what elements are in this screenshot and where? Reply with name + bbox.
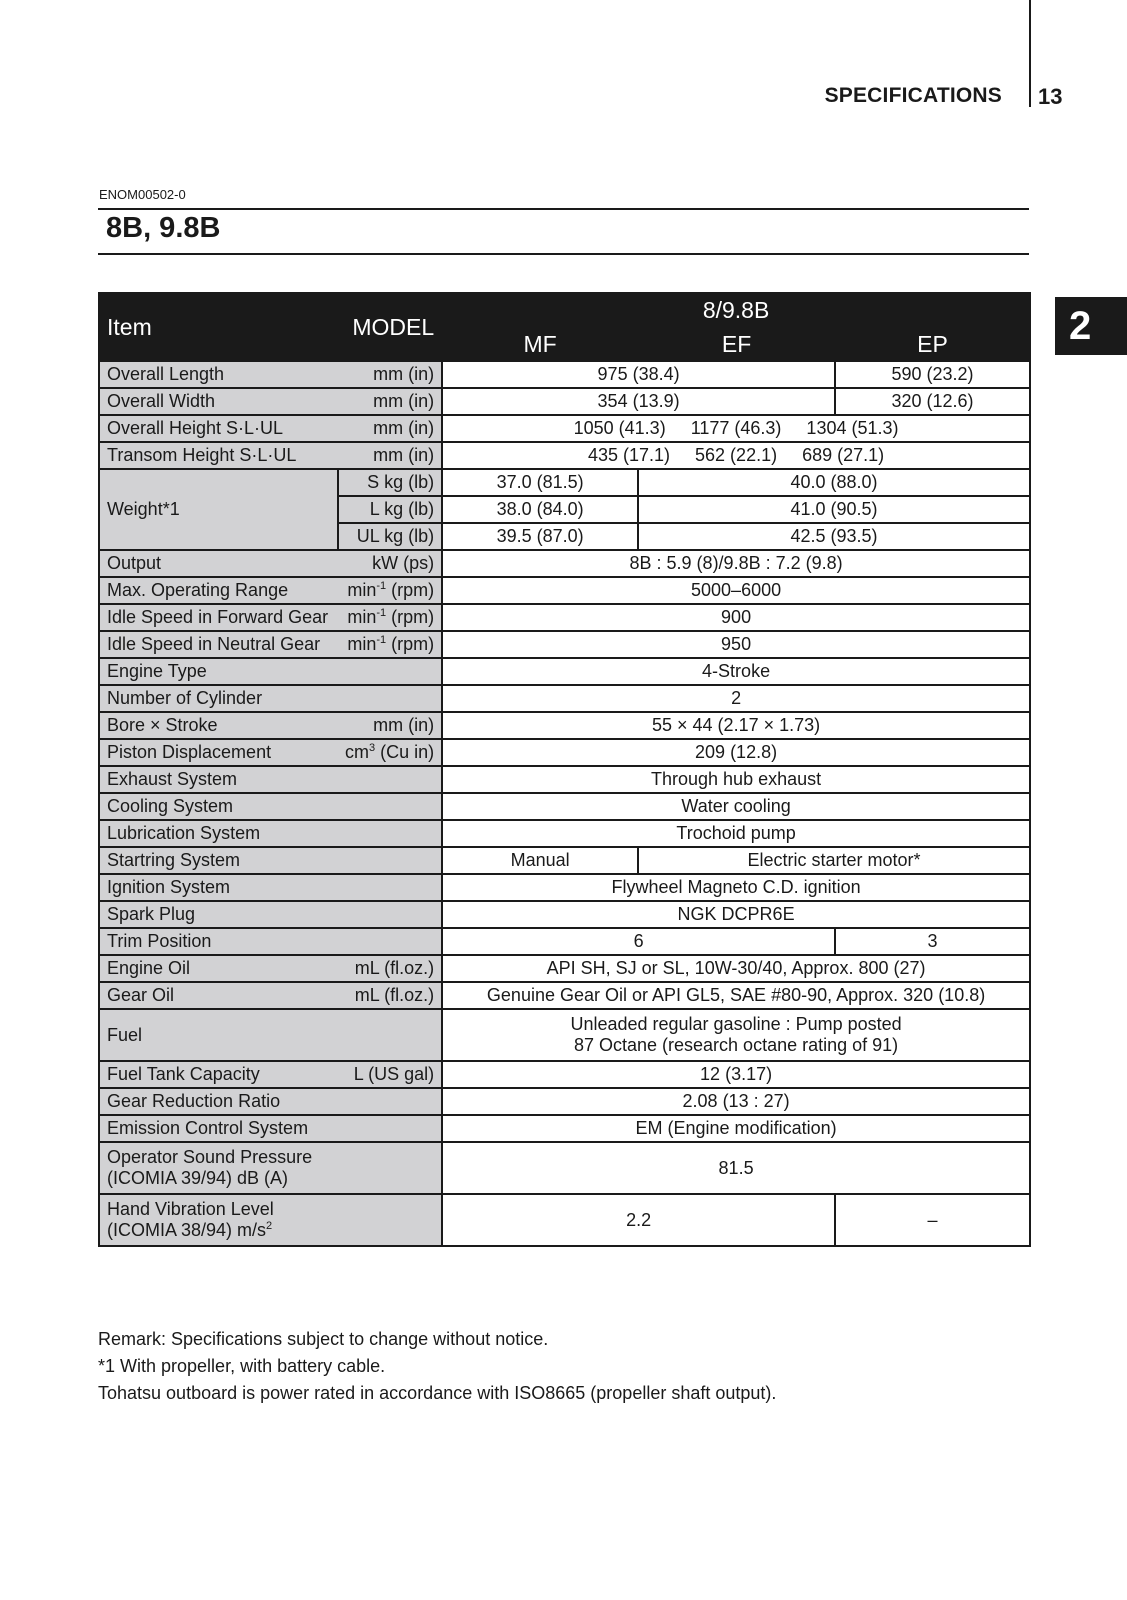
cell-value: 354 (13.9) xyxy=(442,388,835,415)
cell-value: 12 (3.17) xyxy=(442,1061,1030,1088)
header-model: MODEL xyxy=(352,313,435,340)
row-label: Number of Cylinder xyxy=(99,685,442,712)
power-rating-note: Tohatsu outboard is power rated in accordance with ISO8665 (propeller shaft output). xyxy=(98,1383,777,1403)
row-label: Fuel xyxy=(99,1009,442,1061)
cell-value xyxy=(442,1009,1030,1061)
page-number: 13 xyxy=(1038,84,1063,109)
header-col-ef: EF xyxy=(638,328,835,361)
cell-value: Genuine Gear Oil or API GL5, SAE #80-90, Approx. 320 (10.8) xyxy=(442,982,1030,1009)
cell-value: 39.5 (87.0) xyxy=(442,523,638,550)
table-row xyxy=(99,739,1030,766)
spec-table-container xyxy=(98,292,1031,1247)
cell-value: 81.5 xyxy=(442,1142,1030,1194)
row-label: Output kW (ps) xyxy=(99,550,442,577)
cell-value: 42.5 (93.5) xyxy=(638,523,1030,550)
footnotes xyxy=(98,1326,776,1407)
cell-value: EM (Engine modification) xyxy=(442,1115,1030,1142)
row-unit: L (US gal) xyxy=(353,1064,435,1084)
table-row xyxy=(99,1142,1030,1194)
table-row xyxy=(99,1061,1030,1088)
row-unit: $\min^{-1} (rpm)$ xyxy=(347,580,435,600)
table-row xyxy=(99,1115,1030,1142)
row-label: Transom Height S·L·UL mm (in) xyxy=(99,442,442,469)
header-col-ep: EP xyxy=(835,328,1030,361)
row-label: Idle Speed in Neutral Gear $\min^{-1} (rpm)$ xyxy=(99,631,442,658)
cell-value: 435 (17.1) 562 (22.1) 689 (27.1) xyxy=(442,442,1030,469)
header-item-model xyxy=(99,293,442,361)
row-unit: $\min^{-1} (rpm)$ xyxy=(347,634,435,654)
table-row xyxy=(99,793,1030,820)
document-code: ENOM00502-0 xyxy=(99,187,186,202)
row-label: Piston Displacement $cm^3$ (Cu in) xyxy=(99,739,442,766)
table-row xyxy=(99,874,1030,901)
row-label: Overall Width mm (in) xyxy=(99,388,442,415)
title-rule-top xyxy=(98,208,1029,210)
table-row xyxy=(99,901,1030,928)
table-row xyxy=(99,685,1030,712)
cell-value: 6 xyxy=(442,928,835,955)
table-row xyxy=(99,820,1030,847)
row-label: Engine Type xyxy=(99,658,442,685)
row-label: Weight*1 xyxy=(99,469,338,550)
table-row xyxy=(99,1009,1030,1061)
table-row xyxy=(99,604,1030,631)
table-row xyxy=(99,1194,1030,1246)
table-row xyxy=(99,415,1030,442)
row-unit: mm (in) xyxy=(373,445,435,465)
title-rule-bottom xyxy=(98,253,1029,255)
row-label: Cooling System xyxy=(99,793,442,820)
cell-value: 3 xyxy=(835,928,1030,955)
row-label: Operator Sound Pressure (ICOMIA 39/94) dB (A) xyxy=(99,1142,442,1194)
cell-value: 4-Stroke xyxy=(442,658,1030,685)
cell-value: Trochoid pump xyxy=(442,820,1030,847)
row-label: Exhaust System xyxy=(99,766,442,793)
cell-value: – xyxy=(835,1194,1030,1246)
cell-value: 590 (23.2) xyxy=(835,361,1030,388)
cell-value: 320 (12.6) xyxy=(835,388,1030,415)
row-unit: $cm^3$ (Cu in) xyxy=(345,742,435,762)
cell-value: 2 xyxy=(442,685,1030,712)
cell-value: 1050 (41.3) 1177 (46.3) 1304 (51.3) xyxy=(442,415,1030,442)
row-label: Bore × Stroke mm (in) xyxy=(99,712,442,739)
table-row xyxy=(99,631,1030,658)
weight-footnote: *1 With propeller, with battery cable. xyxy=(98,1356,386,1376)
cell-value: 41.0 (90.5) xyxy=(638,496,1030,523)
row-label: Lubrication System xyxy=(99,820,442,847)
row-unit: mm (in) xyxy=(373,391,435,411)
cell-value: Through hub exhaust xyxy=(442,766,1030,793)
cell-value: NGK DCPR6E xyxy=(442,901,1030,928)
row-sublabel: UL kg (lb) xyxy=(338,523,443,550)
row-label: Spark Plug xyxy=(99,901,442,928)
table-row xyxy=(99,442,1030,469)
cell-value: 40.0 (88.0) xyxy=(638,469,1030,496)
row-unit: mL (fl.oz.) xyxy=(354,985,435,1005)
table-row xyxy=(99,658,1030,685)
header-model-group: 8/9.8B xyxy=(442,293,1030,328)
row-label: Idle Speed in Forward Gear $\min^{-1} (rpm)$ xyxy=(99,604,442,631)
chapter-tab: 2 xyxy=(1055,297,1127,355)
table-row xyxy=(99,361,1030,388)
cell-value: 38.0 (84.0) xyxy=(442,496,638,523)
table-row xyxy=(99,388,1030,415)
spec-table xyxy=(98,292,1031,1247)
cell-value: 2.08 (13 : 27) xyxy=(442,1088,1030,1115)
table-row xyxy=(99,847,1030,874)
table-header-row xyxy=(99,293,1030,328)
cell-value: 5000–6000 xyxy=(442,577,1030,604)
page-title: 8B, 9.8B xyxy=(106,212,221,244)
row-label: Max. Operating Range $\min^{-1} (rpm)$ xyxy=(99,577,442,604)
header-item: Item xyxy=(107,313,152,340)
cell-value: 975 (38.4) xyxy=(442,361,835,388)
row-unit: kW (ps) xyxy=(372,553,435,573)
row-label: Engine Oil mL (fl.oz.) xyxy=(99,955,442,982)
row-label: Gear Oil mL (fl.oz.) xyxy=(99,982,442,1009)
cell-value: 37.0 (81.5) xyxy=(442,469,638,496)
cell-value: Manual xyxy=(442,847,638,874)
row-label: Ignition System xyxy=(99,874,442,901)
table-row xyxy=(99,469,1030,496)
header-rule xyxy=(1029,0,1031,107)
row-unit: mm (in) xyxy=(373,418,435,438)
row-unit: $\min^{-1} (rpm)$ xyxy=(347,607,435,627)
row-sublabel: S kg (lb) xyxy=(338,469,443,496)
remark-note: Remark: Specifications subject to change without notice. xyxy=(98,1329,549,1349)
row-sublabel: L kg (lb) xyxy=(338,496,443,523)
cell-value: Flywheel Magneto C.D. ignition xyxy=(442,874,1030,901)
table-row xyxy=(99,550,1030,577)
cell-value: API SH, SJ or SL, 10W-30/40, Approx. 800 (27) xyxy=(442,955,1030,982)
table-row xyxy=(99,577,1030,604)
section-header: SPECIFICATIONS xyxy=(824,84,1002,107)
fuel-line-2: 87 Octane (research octane rating of 91) xyxy=(573,1035,899,1055)
table-row xyxy=(99,1088,1030,1115)
cell-value: 2.2 xyxy=(442,1194,835,1246)
fuel-line-1: Unleaded regular gasoline : Pump posted xyxy=(570,1014,902,1034)
row-unit: mm (in) xyxy=(373,364,435,384)
row-unit: mm (in) xyxy=(373,715,435,735)
cell-value: 209 (12.8) xyxy=(442,739,1030,766)
row-label: Hand Vibration Level (ICOMIA 38/94) $m/s^2$ xyxy=(99,1194,442,1246)
row-unit: mL (fl.oz.) xyxy=(354,958,435,978)
table-row xyxy=(99,955,1030,982)
table-row xyxy=(99,982,1030,1009)
cell-value: Water cooling xyxy=(442,793,1030,820)
row-label: Fuel Tank Capacity L (US gal) xyxy=(99,1061,442,1088)
row-label: Startring System xyxy=(99,847,442,874)
table-row xyxy=(99,928,1030,955)
row-label: Gear Reduction Ratio xyxy=(99,1088,442,1115)
header-col-mf: MF xyxy=(442,328,638,361)
row-label: Overall Height S·L·UL mm (in) xyxy=(99,415,442,442)
cell-value: 55 × 44 (2.17 × 1.73) xyxy=(442,712,1030,739)
row-label: Overall Length mm (in) xyxy=(99,361,442,388)
cell-value: 950 xyxy=(442,631,1030,658)
cell-value: 900 xyxy=(442,604,1030,631)
row-label: Emission Control System xyxy=(99,1115,442,1142)
cell-value: 8B : 5.9 (8)/9.8B : 7.2 (9.8) xyxy=(442,550,1030,577)
table-row xyxy=(99,766,1030,793)
row-label: Trim Position xyxy=(99,928,442,955)
table-row xyxy=(99,712,1030,739)
cell-value: Electric starter motor* xyxy=(638,847,1030,874)
